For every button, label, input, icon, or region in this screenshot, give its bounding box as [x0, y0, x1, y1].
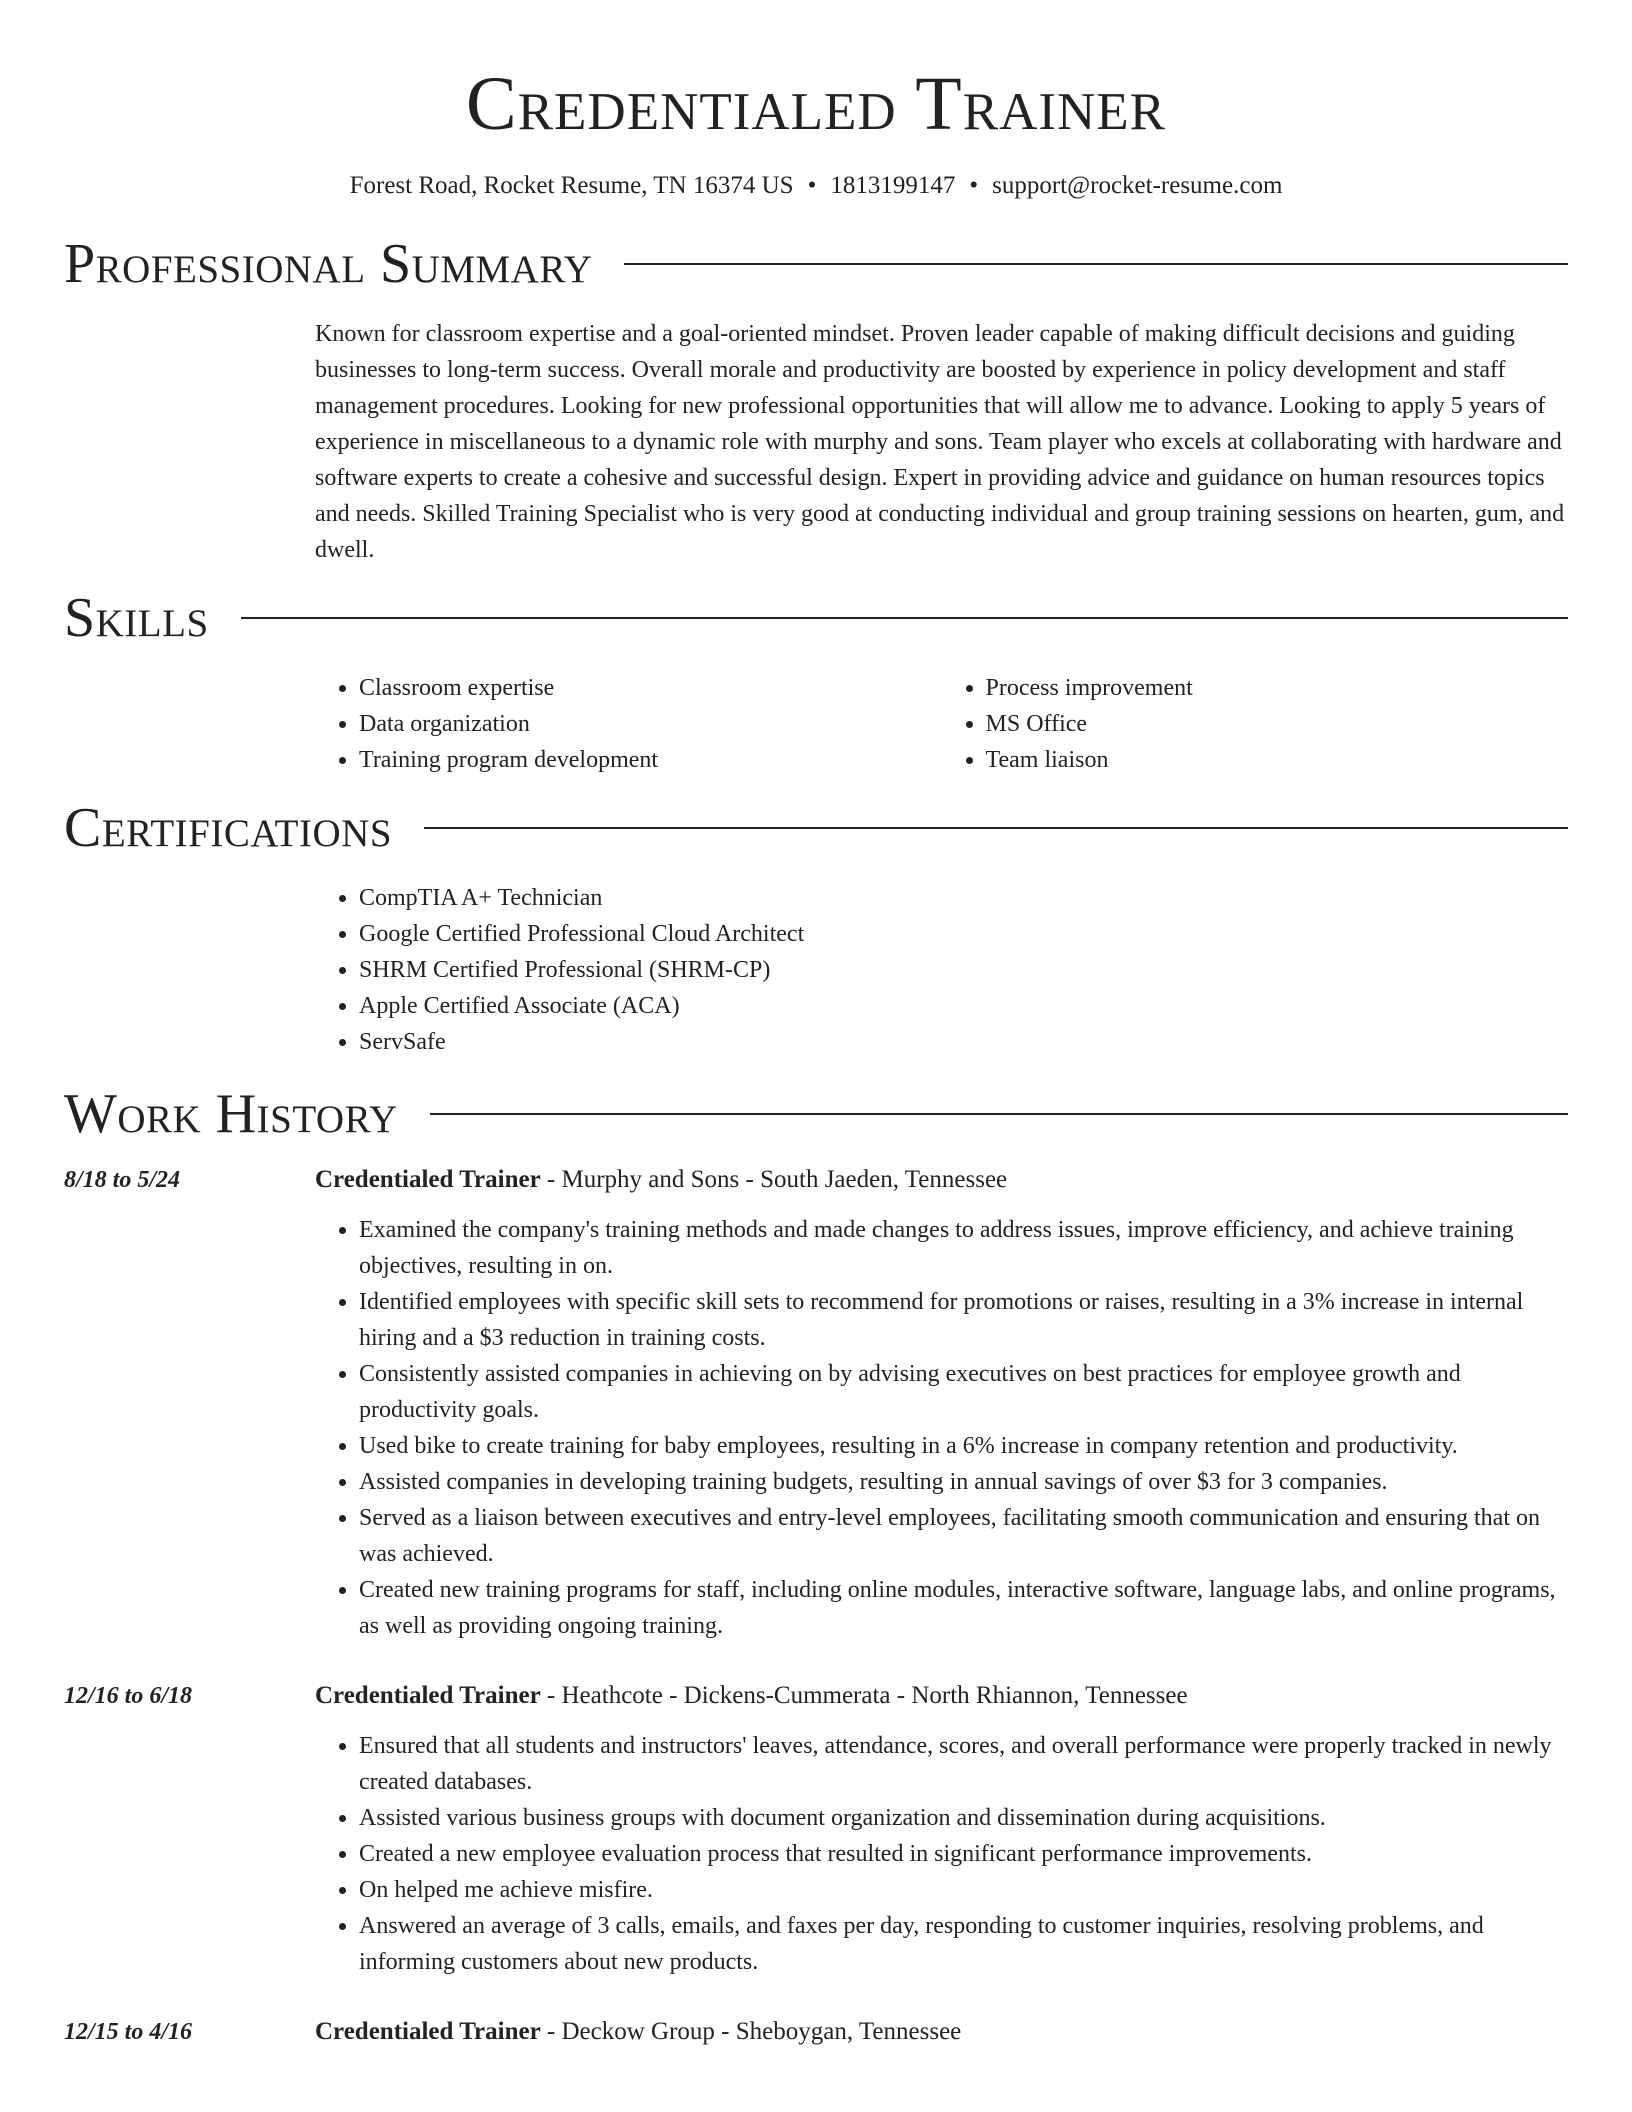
job-bullet: • Assisted companies in developing training budgets, resulting in annual savings of over $3 for 3 companies.	[359, 1464, 1568, 1500]
certification-item: • Google Certified Professional Cloud Architect	[359, 916, 1568, 952]
skills-list-right	[942, 670, 1569, 778]
summary-section-header	[64, 234, 1568, 294]
contact-address: Forest Road, Rocket Resume, TN 16374 US	[349, 172, 794, 199]
skill-item: • Team liaison	[986, 742, 1569, 778]
job-title-line	[315, 2014, 961, 2050]
job-bullet: • Identified employees with specific skill sets to recommend for promotions or raises, resulting in a 3% increase in internal hiring and a $3 reduction in training costs.	[359, 1284, 1568, 1356]
job-bullet: • Answered an average of 3 calls, emails, and faxes per day, responding to customer inquiries, resolving problems, and informing customers about new products.	[359, 1908, 1568, 1980]
job-employer-location: - Deckow Group - Sheboygan, Tennessee	[540, 2018, 962, 2045]
skills-section-title: Skills	[64, 587, 209, 649]
skill-item: • Training program development	[359, 742, 942, 778]
job-title: Credentialed Trainer	[315, 1166, 541, 1193]
contact-line	[64, 170, 1568, 202]
job-employer-location: - Heathcote - Dickens-Cummerata - North Rhiannon, Tennessee	[540, 1682, 1188, 1709]
certifications-section-header	[64, 798, 1568, 858]
job-employer-location: - Murphy and Sons - South Jaeden, Tennessee	[540, 1166, 1008, 1193]
job-bullet: • Examined the company's training methods and made changes to address issues, improve efficiency, and achieve training objectives, resulting in on.	[359, 1212, 1568, 1284]
job-bullets	[315, 1728, 1568, 1980]
job-header	[64, 1162, 1568, 1198]
section-divider	[430, 1113, 1568, 1115]
job-bullet: • Assisted various business groups with document organization and dissemination during acquisitions.	[359, 1800, 1568, 1836]
job-bullet: • Consistently assisted companies in achieving on by advising executives on best practices for employee growth and productivity goals.	[359, 1356, 1568, 1428]
job-title: Credentialed Trainer	[315, 2018, 541, 2045]
job-entry	[64, 1678, 1568, 1980]
job-bullet: • Used bike to create training for baby employees, resulting in a 6% increase in company retention and productivity.	[359, 1428, 1568, 1464]
work-section-header	[64, 1084, 1568, 1144]
job-dates: 8/18 to 5/24	[64, 1167, 181, 1193]
job-header	[64, 2014, 1568, 2050]
skill-item: • Process improvement	[986, 670, 1569, 706]
skills-section-header	[64, 588, 1568, 648]
skill-item: • Classroom expertise	[359, 670, 942, 706]
certifications-section-title: Certifications	[64, 797, 393, 859]
section-divider	[241, 617, 1568, 619]
certification-item: • Apple Certified Associate (ACA)	[359, 988, 1568, 1024]
job-bullet: • Served as a liaison between executives and entry-level employees, facilitating smooth communication and ensuring that on was achieved.	[359, 1500, 1568, 1572]
job-bullet: • Ensured that all students and instructors' leaves, attendance, scores, and overall performance were properly tracked in newly created databases.	[359, 1728, 1568, 1800]
contact-phone: 1813199147	[830, 172, 956, 199]
job-entry	[64, 1162, 1568, 1644]
job-bullets	[315, 1212, 1568, 1644]
section-divider	[424, 827, 1568, 829]
contact-email: support@rocket-resume.com	[992, 172, 1283, 199]
skill-item: • Data organization	[359, 706, 942, 742]
skills-grid	[315, 670, 1568, 778]
job-dates: 12/15 to 4/16	[64, 2019, 193, 2045]
job-entry	[64, 2014, 1568, 2050]
job-header	[64, 1678, 1568, 1714]
summary-section-title: Professional Summary	[64, 233, 593, 295]
contact-separator: •	[807, 172, 817, 199]
summary-body	[315, 316, 1568, 568]
certification-item: • CompTIA A+ Technician	[359, 880, 1568, 916]
summary-text: Known for classroom expertise and a goal-oriented mindset. Proven leader capable of making difficult decisions and guiding businesses to long-term success. Overall morale and productivity are boosted by experience in policy development and staff management procedures. Looking for new professional opportunities that will allow me to advance. Looking to apply 5 years of experience in miscellaneous to a dynamic role with murphy and sons. Team player who excels at collaborating with hardware and software experts to create a cohesive and successful design. Expert in providing advice and guidance on human resources topics and needs. Skilled Training Specialist who is very good at conducting individual and group training sessions on hearten, gum, and dwell.	[315, 321, 1565, 563]
job-bullet: • On helped me achieve misfire.	[359, 1872, 1568, 1908]
job-title-line	[315, 1162, 1007, 1198]
certification-item: • SHRM Certified Professional (SHRM-CP)	[359, 952, 1568, 988]
job-dates: 12/16 to 6/18	[64, 1683, 193, 1709]
job-title-line	[315, 1678, 1188, 1714]
candidate-name: Credentialed Trainer	[466, 62, 1166, 146]
job-title: Credentialed Trainer	[315, 1682, 541, 1709]
skills-list-left	[315, 670, 942, 778]
certifications-body	[315, 880, 1568, 1060]
certification-item: • ServSafe	[359, 1024, 1568, 1060]
work-section-title: Work History	[64, 1083, 398, 1145]
job-bullet: • Created a new employee evaluation process that resulted in significant performance improvements.	[359, 1836, 1568, 1872]
job-bullet: • Created new training programs for staff, including online modules, interactive software, language labs, and online programs, as well as providing ongoing training.	[359, 1572, 1568, 1644]
section-divider	[624, 263, 1568, 265]
skill-item: • MS Office	[986, 706, 1569, 742]
contact-separator: •	[969, 172, 979, 199]
certifications-list	[315, 880, 1568, 1060]
